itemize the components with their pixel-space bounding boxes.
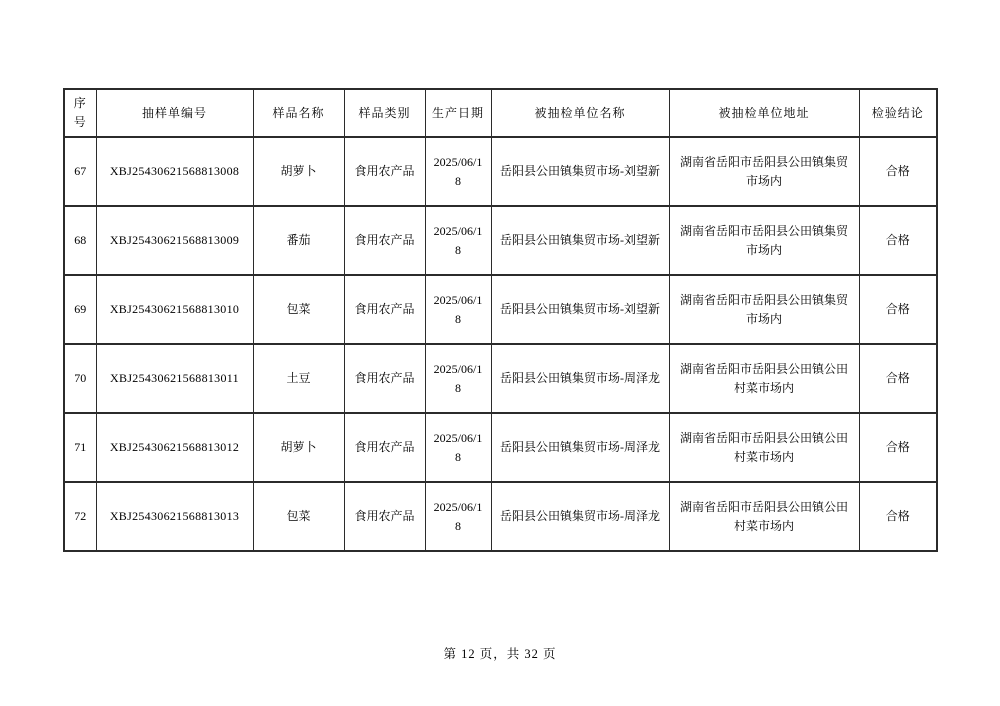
sample-name-cell: 包菜 — [253, 482, 344, 551]
inspection-result-cell: 合格 — [859, 275, 937, 344]
column-header-sample-id: 抽样单编号 — [96, 89, 253, 137]
sample-category-cell: 食用农产品 — [344, 413, 425, 482]
inspection-result-cell: 合格 — [859, 137, 937, 206]
sample-category-cell: 食用农产品 — [344, 206, 425, 275]
inspected-unit-name-cell: 岳阳县公田镇集贸市场-刘望新 — [491, 206, 669, 275]
inspected-unit-address-cell: 湖南省岳阳市岳阳县公田镇公田村菜市场内 — [669, 344, 859, 413]
sample-category-cell: 食用农产品 — [344, 482, 425, 551]
table-row — [64, 482, 937, 551]
inspection-result-cell: 合格 — [859, 482, 937, 551]
production-date-cell: 2025/06/18 — [425, 206, 491, 275]
column-header-unit-name: 被抽检单位名称 — [491, 89, 669, 137]
inspected-unit-address-cell: 湖南省岳阳市岳阳县公田镇公田村菜市场内 — [669, 413, 859, 482]
production-date-cell: 2025/06/18 — [425, 137, 491, 206]
serial-cell: 67 — [64, 137, 96, 206]
column-header-sample-name: 样品名称 — [253, 89, 344, 137]
sample-id-cell: XBJ25430621568813013 — [96, 482, 253, 551]
sample-name-cell: 土豆 — [253, 344, 344, 413]
serial-cell: 72 — [64, 482, 96, 551]
serial-cell: 68 — [64, 206, 96, 275]
inspection-results-table — [63, 88, 938, 552]
table-body — [64, 137, 937, 551]
column-header-result: 检验结论 — [859, 89, 937, 137]
inspected-unit-name-cell: 岳阳县公田镇集贸市场-刘望新 — [491, 275, 669, 344]
inspection-result-cell: 合格 — [859, 344, 937, 413]
sample-name-cell: 胡萝卜 — [253, 413, 344, 482]
inspection-result-cell: 合格 — [859, 206, 937, 275]
inspected-unit-name-cell: 岳阳县公田镇集贸市场-刘望新 — [491, 137, 669, 206]
inspection-result-cell: 合格 — [859, 413, 937, 482]
table-header — [64, 89, 937, 137]
sample-id-cell: XBJ25430621568813009 — [96, 206, 253, 275]
table-row — [64, 344, 937, 413]
column-header-serial: 序号 — [64, 89, 96, 137]
sample-id-cell: XBJ25430621568813011 — [96, 344, 253, 413]
header-row — [64, 89, 937, 137]
serial-cell: 69 — [64, 275, 96, 344]
inspected-unit-address-cell: 湖南省岳阳市岳阳县公田镇公田村菜市场内 — [669, 482, 859, 551]
production-date-cell: 2025/06/18 — [425, 344, 491, 413]
sample-name-cell: 番茄 — [253, 206, 344, 275]
table-row — [64, 137, 937, 206]
column-header-unit-address: 被抽检单位地址 — [669, 89, 859, 137]
inspected-unit-name-cell: 岳阳县公田镇集贸市场-周泽龙 — [491, 482, 669, 551]
production-date-cell: 2025/06/18 — [425, 275, 491, 344]
sample-name-cell: 包菜 — [253, 275, 344, 344]
sample-id-cell: XBJ25430621568813010 — [96, 275, 253, 344]
sample-category-cell: 食用农产品 — [344, 344, 425, 413]
production-date-cell: 2025/06/18 — [425, 413, 491, 482]
serial-cell: 71 — [64, 413, 96, 482]
column-header-production-date: 生产日期 — [425, 89, 491, 137]
sample-id-cell: XBJ25430621568813008 — [96, 137, 253, 206]
sample-id-cell: XBJ25430621568813012 — [96, 413, 253, 482]
inspected-unit-name-cell: 岳阳县公田镇集贸市场-周泽龙 — [491, 344, 669, 413]
sample-category-cell: 食用农产品 — [344, 137, 425, 206]
table-row — [64, 413, 937, 482]
inspected-unit-name-cell: 岳阳县公田镇集贸市场-周泽龙 — [491, 413, 669, 482]
table-row — [64, 275, 937, 344]
serial-cell: 70 — [64, 344, 96, 413]
inspected-unit-address-cell: 湖南省岳阳市岳阳县公田镇集贸市场内 — [669, 137, 859, 206]
column-header-sample-category: 样品类别 — [344, 89, 425, 137]
production-date-cell: 2025/06/18 — [425, 482, 491, 551]
inspected-unit-address-cell: 湖南省岳阳市岳阳县公田镇集贸市场内 — [669, 275, 859, 344]
page-number-label: 第 12 页，共 32 页 — [443, 647, 557, 661]
table-row — [64, 206, 937, 275]
sample-name-cell: 胡萝卜 — [253, 137, 344, 206]
sample-category-cell: 食用农产品 — [344, 275, 425, 344]
inspected-unit-address-cell: 湖南省岳阳市岳阳县公田镇集贸市场内 — [669, 206, 859, 275]
